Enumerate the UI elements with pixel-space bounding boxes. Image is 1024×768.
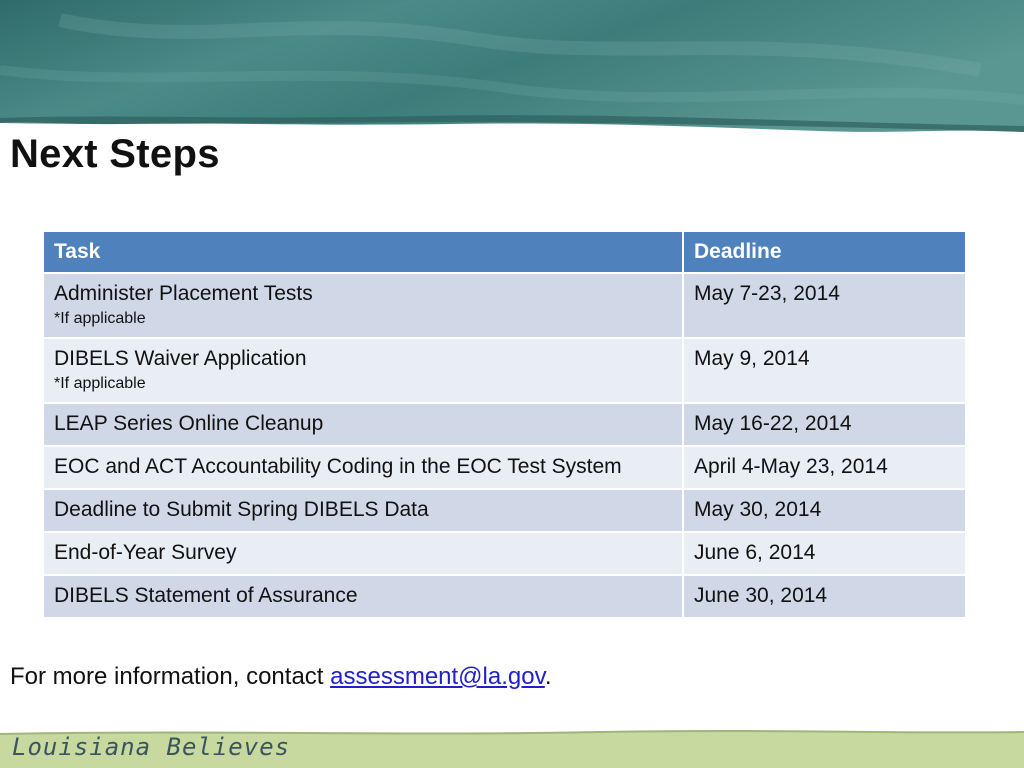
table-header-row [43,231,966,273]
table-row [43,338,966,403]
next-steps-table [42,230,967,619]
task-cell: End-of-Year Survey [43,532,683,575]
task-cell: DIBELS Statement of Assurance [43,575,683,618]
table-row [43,575,966,618]
deadline-cell: May 9, 2014 [683,338,966,403]
page-title: Next Steps [10,132,220,176]
table-row [43,273,966,338]
contact-line [10,663,551,691]
deadline-cell: May 7-23, 2014 [683,273,966,338]
task-cell: LEAP Series Online Cleanup [43,403,683,446]
task-cell [43,273,683,338]
column-header-task: Task [43,231,683,273]
task-label: DIBELS Waiver Application [54,347,307,370]
task-note: *If applicable [54,310,146,327]
table-row [43,403,966,446]
deadline-cell: May 16-22, 2014 [683,403,966,446]
table-row [43,489,966,532]
table-row [43,446,966,489]
task-label: Administer Placement Tests [54,282,313,305]
deadline-cell: April 4-May 23, 2014 [683,446,966,489]
task-note: *If applicable [54,375,146,392]
deadline-cell: May 30, 2014 [683,489,966,532]
footer-brand: Louisiana Believes [12,733,291,761]
task-cell [43,338,683,403]
contact-prefix: For more information, contact [10,663,331,690]
deadline-cell: June 6, 2014 [683,532,966,575]
task-cell: EOC and ACT Accountability Coding in the EOC Test System [43,446,683,489]
chalkboard-banner [0,0,1024,140]
table-row [43,532,966,575]
contact-suffix: . [544,663,552,690]
contact-email-link[interactable]: assessment@la.gov [330,663,545,690]
task-cell: Deadline to Submit Spring DIBELS Data [43,489,683,532]
column-header-deadline: Deadline [683,231,966,273]
deadline-cell: June 30, 2014 [683,575,966,618]
